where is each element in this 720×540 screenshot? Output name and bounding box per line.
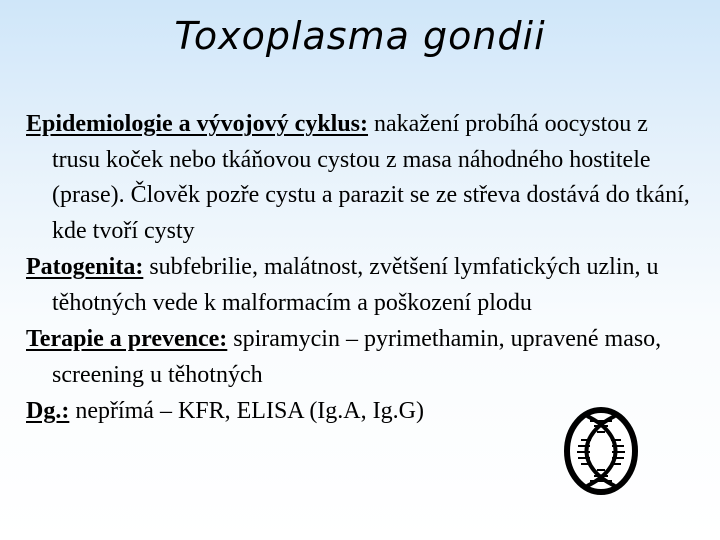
slide-title: Toxoplasma gondii (174, 14, 546, 58)
toxoplasma-cell-icon (563, 406, 639, 496)
section-label: Terapie a prevence: (26, 326, 228, 352)
section-epidemiology (26, 107, 696, 249)
section-text: nakažení probíhá oocystou z trusu koček nebo tkáňovou cystou z masa náhodného hostitele (prase). Člověk pozře cystu a parazit se ze střeva dostává do tkání, kde tvoří cysty (52, 111, 690, 244)
section-text: subfebrilie, malátnost, zvětšení lymfatických uzlin, u těhotných vede k malformacím a poškození plodu (52, 254, 659, 316)
section-label: Dg.: (26, 398, 70, 424)
section-label: Patogenita: (26, 254, 144, 280)
section-therapy (26, 322, 696, 393)
slide-content (26, 107, 696, 431)
section-pathogenicity (26, 250, 696, 321)
section-text: spiramycin – pyrimethamin, upravené maso, screening u těhotných (52, 326, 662, 388)
section-label: Epidemiologie a vývojový cyklus: (26, 111, 369, 137)
section-text: nepřímá – KFR, ELISA (Ig.A, Ig.G) (69, 398, 424, 424)
